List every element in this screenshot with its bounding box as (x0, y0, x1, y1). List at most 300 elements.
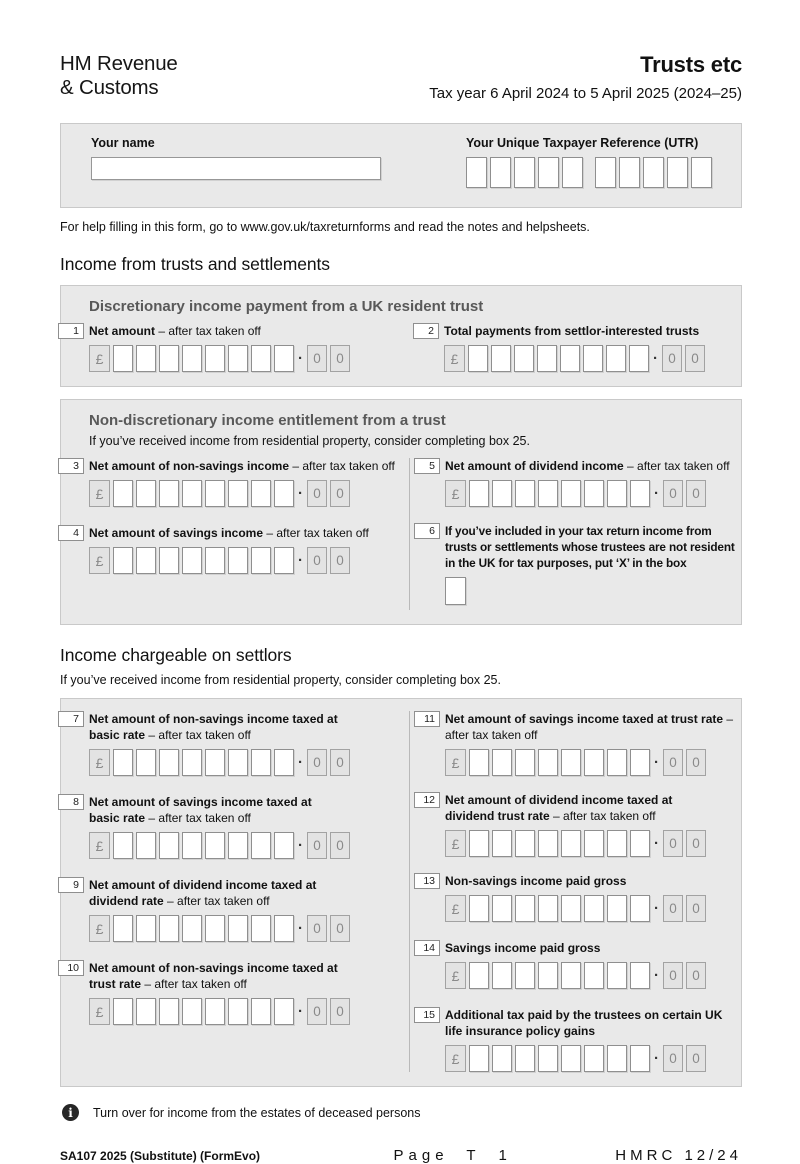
pence-zero-cell: 0 (686, 480, 706, 507)
decimal-point: · (298, 837, 303, 854)
field-box-12 (423, 792, 741, 857)
residential-property-note: If you’ve received income from residential property, consider completing box 25. (89, 434, 530, 448)
amount-digit-cell[interactable] (251, 915, 271, 942)
field-box-5 (429, 458, 741, 507)
amount-digit-cell[interactable] (607, 830, 627, 857)
amount-digit-cell[interactable] (515, 895, 535, 922)
amount-digit-cell[interactable] (538, 962, 558, 989)
currency-input (89, 480, 409, 507)
non-discretionary-columns (61, 448, 741, 624)
pence-zero-cell: 0 (686, 962, 706, 989)
pence-zero-cell: 0 (330, 345, 350, 372)
amount-digit-cell[interactable] (228, 749, 248, 776)
amount-digit-cell[interactable] (607, 480, 627, 507)
pence-zero-cell: 0 (663, 895, 683, 922)
pound-sign-cell: £ (89, 998, 110, 1025)
pound-sign-cell: £ (89, 547, 110, 574)
amount-digit-cells[interactable] (113, 832, 294, 859)
amount-digit-cell[interactable] (468, 345, 488, 372)
decimal-point: · (654, 1050, 659, 1067)
amount-digit-cells[interactable] (469, 962, 650, 989)
label-rest: – after tax taken off (163, 894, 270, 908)
pence-zero-cell: 0 (307, 345, 327, 372)
amount-digit-cell[interactable] (584, 749, 604, 776)
amount-digit-cell[interactable] (607, 1045, 627, 1072)
form-header (60, 52, 742, 102)
amount-digit-cell[interactable] (515, 962, 535, 989)
pence-zero-cell: 0 (663, 1045, 683, 1072)
amount-digit-cells[interactable] (113, 915, 294, 942)
amount-digit-cell[interactable] (515, 1045, 535, 1072)
amount-digit-cell[interactable] (584, 480, 604, 507)
page-footer (60, 1147, 742, 1164)
pound-sign-cell: £ (89, 749, 110, 776)
amount-digit-cell[interactable] (538, 895, 558, 922)
amount-digit-cell[interactable] (274, 915, 294, 942)
amount-digit-cell[interactable] (538, 1045, 558, 1072)
utr-digit-cell[interactable] (667, 157, 688, 188)
hmrc-reference: HMRC 12/24 (615, 1147, 742, 1164)
field-box-11 (424, 711, 741, 776)
pence-zero-cell: 0 (307, 998, 327, 1025)
field-box-4 (73, 525, 409, 574)
amount-digit-cell[interactable] (469, 749, 489, 776)
decimal-point: · (298, 754, 303, 771)
decimal-point: · (653, 350, 658, 367)
field-label (445, 792, 685, 824)
section-heading-trusts: Income from trusts and settlements (60, 254, 330, 274)
amount-digit-cell[interactable] (538, 749, 558, 776)
amount-digit-cell[interactable] (274, 547, 294, 574)
amount-digit-cells[interactable] (113, 345, 294, 372)
page-number: Page T 1 (393, 1147, 512, 1164)
settlors-columns (61, 699, 741, 1086)
logo-line1: HM Revenue (60, 52, 178, 75)
box-number-badge: 1 (58, 323, 84, 339)
field-label (89, 458, 399, 474)
box-number-badge: 9 (58, 877, 84, 893)
amount-digit-cell[interactable] (538, 830, 558, 857)
pence-zero-cell: 0 (307, 547, 327, 574)
decimal-point: · (298, 350, 303, 367)
field-box-10 (67, 960, 409, 1025)
amount-digit-cell[interactable] (251, 749, 271, 776)
amount-digit-cell[interactable] (251, 480, 271, 507)
pence-zero-cell: 0 (662, 345, 682, 372)
amount-digit-cell[interactable] (159, 915, 179, 942)
amount-digit-cell[interactable] (469, 962, 489, 989)
amount-digit-cell[interactable] (515, 830, 535, 857)
amount-digit-cell[interactable] (113, 832, 133, 859)
amount-digit-cell[interactable] (514, 345, 534, 372)
right-column (409, 323, 741, 372)
amount-digit-cell[interactable] (228, 345, 248, 372)
info-icon-glyph: i (68, 1105, 73, 1120)
field-label (445, 458, 741, 474)
pence-zero-cell: 0 (307, 480, 327, 507)
amount-digit-cell[interactable] (136, 749, 156, 776)
amount-digit-cell[interactable] (159, 749, 179, 776)
pence-zero-cell: 0 (330, 749, 350, 776)
amount-digit-cell[interactable] (228, 480, 248, 507)
amount-digit-cell[interactable] (630, 962, 650, 989)
utr-digit-cell[interactable] (490, 157, 511, 188)
utr-digit-cell[interactable] (595, 157, 616, 188)
pound-sign-cell: £ (89, 480, 110, 507)
amount-digit-cell[interactable] (584, 962, 604, 989)
left-column (61, 711, 409, 1072)
pence-zero-cell: 0 (663, 480, 683, 507)
amount-digit-cell[interactable] (159, 547, 179, 574)
amount-digit-cell[interactable] (492, 830, 512, 857)
amount-digit-cell[interactable] (561, 830, 581, 857)
pence-zero-cell: 0 (663, 749, 683, 776)
amount-digit-cell[interactable] (205, 749, 225, 776)
amount-digit-cell[interactable] (251, 547, 271, 574)
turn-over-row (60, 1104, 742, 1121)
amount-digit-cell[interactable] (251, 832, 271, 859)
help-text: For help filling in this form, go to www.gov.uk/taxreturnforms and read the notes and helpsheets. (60, 220, 590, 234)
identity-panel (60, 123, 742, 208)
settlors-note: If you’ve received income from residential property, consider completing box 25. (60, 673, 501, 687)
field-box-13 (423, 873, 741, 922)
amount-digit-cell[interactable] (584, 895, 604, 922)
amount-digit-cell[interactable] (492, 749, 512, 776)
amount-digit-cells[interactable] (469, 895, 650, 922)
field-label (89, 525, 399, 541)
amount-digit-cell[interactable] (136, 480, 156, 507)
turn-over-note: Turn over for income from the estates of deceased persons (93, 1105, 421, 1120)
amount-digit-cell[interactable] (159, 480, 179, 507)
amount-digit-cell[interactable] (182, 749, 202, 776)
decimal-point: · (298, 552, 303, 569)
utr-digit-cell[interactable] (619, 157, 640, 188)
field-label (89, 877, 329, 909)
utr-digit-cell[interactable] (538, 157, 559, 188)
box-number-badge: 12 (414, 792, 440, 808)
currency-input (89, 832, 409, 859)
utr-digit-cell[interactable] (643, 157, 664, 188)
settlors-panel (60, 698, 742, 1087)
amount-digit-cell[interactable] (136, 998, 156, 1025)
utr-digit-cell[interactable] (562, 157, 583, 188)
label-bold: Net amount of non-savings income taxed at trust rate (89, 961, 338, 991)
currency-input (89, 915, 409, 942)
amount-digit-cells[interactable] (469, 830, 650, 857)
field-label (444, 323, 741, 339)
pence-zero-cell: 0 (330, 832, 350, 859)
amount-digit-cell[interactable] (630, 830, 650, 857)
amount-digit-cell[interactable] (491, 345, 511, 372)
discretionary-panel (60, 285, 742, 387)
pence-zero-cell: 0 (686, 830, 706, 857)
box-number-badge: 2 (413, 323, 439, 339)
label-bold: Net amount of savings income (89, 526, 264, 540)
amount-digit-cell[interactable] (113, 749, 133, 776)
amount-digit-cell[interactable] (492, 1045, 512, 1072)
amount-digit-cells[interactable] (469, 1045, 650, 1072)
label-rest: – after tax taken off (549, 809, 656, 823)
info-icon (62, 1104, 79, 1121)
non-discretionary-subheading: Non-discretionary income entitlement from a trust (89, 412, 446, 429)
amount-digit-cell[interactable] (205, 832, 225, 859)
pence-zero-cell: 0 (685, 345, 705, 372)
amount-digit-cell[interactable] (274, 998, 294, 1025)
label-rest: – after tax taken off (445, 712, 734, 742)
title-block (429, 52, 742, 102)
amount-digit-cell[interactable] (182, 345, 202, 372)
box-number-badge: 15 (414, 1007, 440, 1023)
amount-digit-cell[interactable] (274, 749, 294, 776)
amount-digit-cell[interactable] (205, 480, 225, 507)
amount-digit-cell[interactable] (228, 915, 248, 942)
amount-digit-cell[interactable] (584, 830, 604, 857)
amount-digit-cell[interactable] (492, 895, 512, 922)
pence-zero-cell: 0 (307, 749, 327, 776)
field-box-15 (423, 1007, 741, 1072)
decimal-point: · (654, 835, 659, 852)
amount-digit-cell[interactable] (630, 749, 650, 776)
decimal-point: · (654, 754, 659, 771)
hmrc-logo (60, 52, 178, 100)
your-name-label: Your name (91, 136, 155, 150)
amount-digit-cell[interactable] (606, 345, 626, 372)
amount-digit-cell[interactable] (182, 480, 202, 507)
amount-digit-cell[interactable] (607, 962, 627, 989)
amount-digit-cell[interactable] (205, 345, 225, 372)
box-number-badge: 10 (58, 960, 84, 976)
amount-digit-cell[interactable] (630, 1045, 650, 1072)
amount-digit-cell[interactable] (469, 830, 489, 857)
amount-digit-cell[interactable] (228, 998, 248, 1025)
pence-zero-cell: 0 (307, 915, 327, 942)
amount-digit-cell[interactable] (561, 962, 581, 989)
decimal-point: · (654, 967, 659, 984)
amount-digit-cell[interactable] (538, 480, 558, 507)
amount-digit-cell[interactable] (228, 832, 248, 859)
amount-digit-cell[interactable] (492, 962, 512, 989)
amount-digit-cell[interactable] (136, 832, 156, 859)
field-box-2 (428, 323, 741, 372)
section-heading-settlors: Income chargeable on settlors (60, 645, 292, 665)
box-number-badge: 5 (414, 458, 440, 474)
label-bold: Net amount of savings income taxed at trust rate (445, 712, 724, 726)
decimal-point: · (654, 900, 659, 917)
amount-digit-cell[interactable] (630, 895, 650, 922)
label-bold: Net amount of non-savings income (89, 459, 290, 473)
amount-digit-cells[interactable] (113, 547, 294, 574)
utr-label: Your Unique Taxpayer Reference (UTR) (466, 136, 699, 150)
amount-digit-cell[interactable] (159, 998, 179, 1025)
label-rest: – after tax taken off (141, 977, 247, 991)
utr-input[interactable] (466, 157, 712, 188)
form-code: SA107 2025 (Substitute) (FormEvo) (60, 1149, 261, 1163)
label-bold: Net amount of savings income taxed at basic rate (89, 795, 312, 825)
box-number-badge: 3 (58, 458, 84, 474)
amount-digit-cell[interactable] (205, 547, 225, 574)
box-number-badge: 4 (58, 525, 84, 541)
field-label (445, 873, 741, 889)
currency-input (444, 345, 741, 372)
pound-sign-cell: £ (445, 480, 466, 507)
currency-input (89, 345, 409, 372)
amount-digit-cell[interactable] (113, 480, 133, 507)
utr-digit-cell[interactable] (514, 157, 535, 188)
field-label (445, 523, 741, 571)
pound-sign-cell: £ (444, 345, 465, 372)
amount-digit-cell[interactable] (205, 915, 225, 942)
amount-digit-cell[interactable] (561, 480, 581, 507)
field-label (89, 960, 349, 992)
amount-digit-cell[interactable] (182, 832, 202, 859)
amount-digit-cells[interactable] (469, 480, 650, 507)
amount-digit-cell[interactable] (583, 345, 603, 372)
amount-digit-cell[interactable] (469, 1045, 489, 1072)
your-name-group (91, 136, 466, 193)
box-number-badge: 8 (58, 794, 84, 810)
amount-digit-cell[interactable] (159, 345, 179, 372)
amount-digit-cell[interactable] (136, 547, 156, 574)
pence-zero-cell: 0 (307, 832, 327, 859)
amount-digit-cells[interactable] (469, 749, 650, 776)
field-box-1 (73, 323, 409, 372)
amount-digit-cell[interactable] (274, 345, 294, 372)
amount-digit-cell[interactable] (228, 547, 248, 574)
pence-zero-cell: 0 (330, 480, 350, 507)
non-discretionary-panel (60, 399, 742, 625)
field-label (445, 940, 741, 956)
amount-digit-cell[interactable] (469, 480, 489, 507)
label-bold: Net amount of dividend income taxed at dividend trust rate (445, 793, 673, 823)
amount-digit-cell[interactable] (560, 345, 580, 372)
amount-digit-cell[interactable] (182, 998, 202, 1025)
label-bold: Net amount of dividend income taxed at dividend rate (89, 878, 317, 908)
label-bold: Total payments from settlor-interested trusts (444, 324, 700, 338)
field-label (445, 1007, 741, 1039)
amount-digit-cell[interactable] (492, 480, 512, 507)
label-bold: Net amount (89, 324, 155, 338)
x-checkbox[interactable] (445, 577, 466, 605)
utr-digit-cell[interactable] (466, 157, 487, 188)
amount-digit-cell[interactable] (182, 547, 202, 574)
amount-digit-cell[interactable] (182, 915, 202, 942)
amount-digit-cell[interactable] (537, 345, 557, 372)
label-bold: Non-savings income paid gross (445, 874, 627, 888)
box-number-badge: 11 (414, 711, 440, 727)
amount-digit-cell[interactable] (136, 345, 156, 372)
pound-sign-cell: £ (89, 345, 110, 372)
amount-digit-cell[interactable] (159, 832, 179, 859)
pence-zero-cell: 0 (663, 830, 683, 857)
left-column (61, 458, 409, 610)
amount-digit-cell[interactable] (561, 1045, 581, 1072)
label-rest: – after tax taken off (145, 811, 251, 825)
amount-digit-cell[interactable] (630, 480, 650, 507)
label-bold: Net amount of dividend income (445, 459, 624, 473)
amount-digit-cells[interactable] (113, 749, 294, 776)
amount-digit-cell[interactable] (251, 345, 271, 372)
label-bold: Additional tax paid by the trustees on certain UK life insurance policy gains (445, 1008, 723, 1038)
pence-zero-cell: 0 (663, 962, 683, 989)
amount-digit-cell[interactable] (205, 998, 225, 1025)
amount-digit-cell[interactable] (113, 998, 133, 1025)
amount-digit-cell[interactable] (561, 749, 581, 776)
decimal-point: · (654, 485, 659, 502)
right-column (409, 711, 741, 1072)
pence-zero-cell: 0 (330, 915, 350, 942)
field-box-6 (429, 523, 741, 610)
pound-sign-cell: £ (89, 832, 110, 859)
label-rest: – after tax taken off (155, 324, 261, 338)
amount-digit-cell[interactable] (274, 832, 294, 859)
label-rest: – after tax taken off (145, 728, 251, 742)
form-title: Trusts etc (640, 52, 742, 77)
utr-digit-cell[interactable] (691, 157, 712, 188)
amount-digit-cell[interactable] (251, 998, 271, 1025)
amount-digit-cells[interactable] (468, 345, 649, 372)
pence-zero-cell: 0 (686, 1045, 706, 1072)
amount-digit-cell[interactable] (113, 547, 133, 574)
amount-digit-cell[interactable] (629, 345, 649, 372)
field-label (445, 711, 741, 743)
currency-input (89, 749, 409, 776)
pound-sign-cell: £ (445, 962, 466, 989)
label-bold: Savings income paid gross (445, 941, 601, 955)
amount-digit-cell[interactable] (469, 895, 489, 922)
amount-digit-cell[interactable] (607, 895, 627, 922)
field-label (89, 323, 399, 339)
amount-digit-cell[interactable] (113, 345, 133, 372)
currency-input (445, 480, 741, 507)
box-number-badge: 6 (414, 523, 440, 539)
currency-input (445, 1045, 741, 1072)
your-name-input[interactable] (91, 157, 381, 180)
field-box-7 (73, 711, 409, 776)
tax-year: Tax year 6 April 2024 to 5 April 2025 (2024–25) (429, 85, 742, 102)
utr-group (466, 136, 741, 193)
currency-input (445, 962, 741, 989)
amount-digit-cells[interactable] (113, 998, 294, 1025)
amount-digit-cell[interactable] (515, 749, 535, 776)
amount-digit-cells[interactable] (113, 480, 294, 507)
label-rest: – after tax taken off (289, 459, 395, 473)
amount-digit-cell[interactable] (515, 480, 535, 507)
amount-digit-cell[interactable] (274, 480, 294, 507)
currency-input (445, 895, 741, 922)
amount-digit-cell[interactable] (561, 895, 581, 922)
field-box-14 (423, 940, 741, 989)
amount-digit-cell[interactable] (136, 915, 156, 942)
label-bold: If you’ve included in your tax return income from trusts or settlements whose trustees are not resident in the UK for tax purposes, put ‘X’ in the box (445, 524, 735, 570)
currency-input (89, 547, 409, 574)
amount-digit-cell[interactable] (113, 915, 133, 942)
decimal-point: · (298, 1003, 303, 1020)
label-bold: Net amount of non-savings income taxed at basic rate (89, 712, 338, 742)
discretionary-subheading: Discretionary income payment from a UK resident trust (89, 298, 484, 315)
pound-sign-cell: £ (445, 1045, 466, 1072)
pence-zero-cell: 0 (330, 547, 350, 574)
currency-input (89, 998, 409, 1025)
amount-digit-cell[interactable] (607, 749, 627, 776)
field-box-8 (73, 794, 409, 859)
amount-digit-cell[interactable] (584, 1045, 604, 1072)
field-label (89, 794, 329, 826)
pence-zero-cell: 0 (686, 895, 706, 922)
label-rest: – after tax taken off (263, 526, 369, 540)
decimal-point: · (298, 485, 303, 502)
logo-line2: & Customs (60, 76, 159, 99)
currency-input (445, 749, 741, 776)
